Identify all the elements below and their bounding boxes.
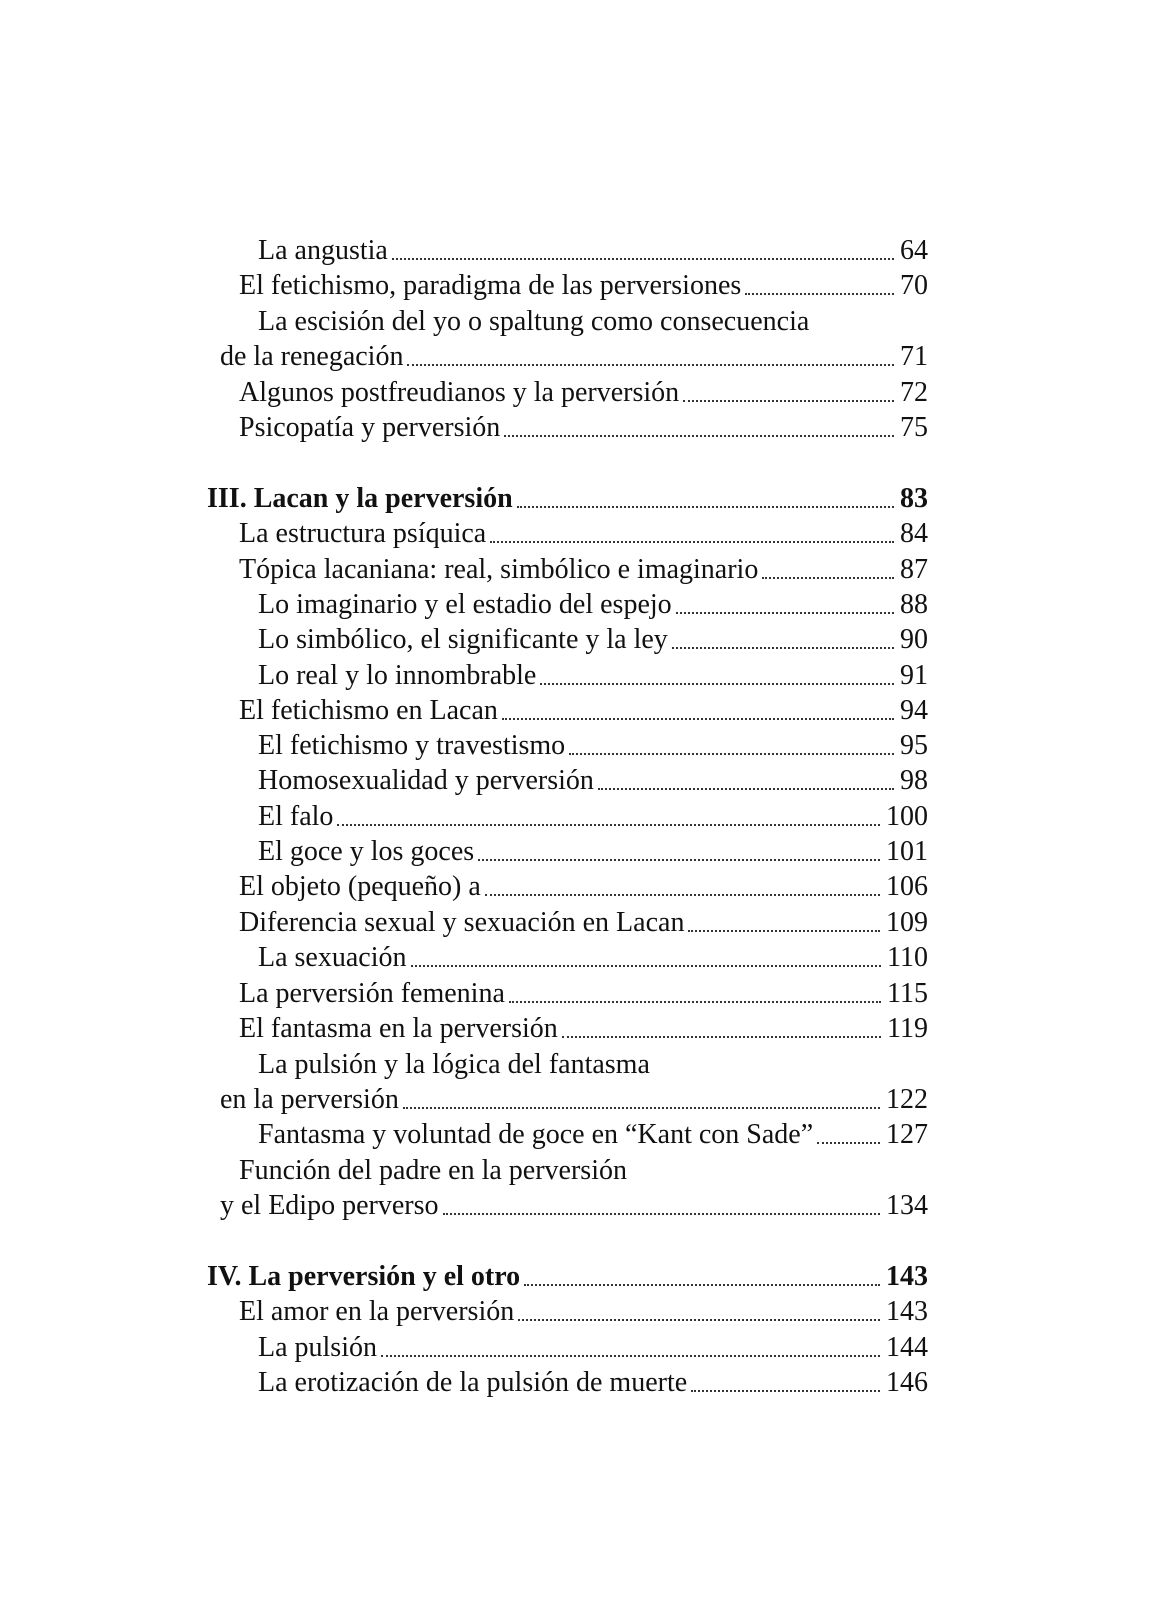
- dot-leader: [598, 788, 894, 790]
- toc-entry: [0, 1011, 1168, 1047]
- toc-entry-title: Fantasma y voluntad de goce en “Kant con Sade”: [258, 1119, 814, 1150]
- toc-entry-title: en la perversión: [220, 1084, 399, 1115]
- toc-entry-page-number: 71: [900, 341, 928, 372]
- toc-entry: [0, 304, 1168, 340]
- toc-entry-title: La pulsión: [258, 1332, 377, 1363]
- toc-entry-title: El fetichismo, paradigma de las perversiones: [239, 270, 742, 301]
- toc-entry-title: Lo real y lo innombrable: [258, 660, 537, 691]
- toc-entry-title: El fetichismo en Lacan: [239, 695, 498, 726]
- dot-leader: [672, 647, 894, 649]
- dot-leader: [443, 1213, 880, 1215]
- toc-entry-page-number: 101: [886, 836, 928, 867]
- toc-entry-page-number: 72: [900, 377, 928, 408]
- toc-entry-page-number: 70: [900, 270, 928, 301]
- dot-leader: [540, 683, 894, 685]
- toc-entry-title: Función del padre en la perversión: [239, 1155, 627, 1186]
- toc-entry-title: El falo: [258, 801, 334, 832]
- toc-entry-title: La escisión del yo o spaltung como consecuencia: [258, 306, 810, 337]
- dot-leader: [691, 1390, 880, 1392]
- toc-entry-page-number: 110: [887, 942, 928, 973]
- toc-entry: [0, 1330, 1168, 1366]
- toc-entry: [0, 693, 1168, 729]
- toc-entry: [0, 1117, 1168, 1153]
- dot-leader: [562, 1036, 881, 1038]
- toc-entry: [0, 728, 1168, 764]
- toc-entry-page-number: 100: [886, 801, 928, 832]
- toc-entry-page-number: 127: [886, 1119, 928, 1150]
- toc-entry: [0, 976, 1168, 1012]
- toc-entry: [0, 375, 1168, 411]
- toc-entry-page-number: 64: [900, 235, 928, 266]
- toc-entry-title: El goce y los goces: [258, 836, 475, 867]
- toc-entry: [0, 1082, 1168, 1118]
- toc-entry: [0, 1153, 1168, 1189]
- toc-entry: [0, 516, 1168, 552]
- dot-leader: [817, 1142, 880, 1144]
- dot-leader: [509, 1001, 881, 1003]
- toc-entry-title: La sexuación: [258, 942, 407, 973]
- toc-entry-title: Lo simbólico, el significante y la ley: [258, 624, 668, 655]
- dot-leader: [485, 894, 880, 896]
- toc-entry: [0, 622, 1168, 658]
- toc-entry: [0, 763, 1168, 799]
- toc-entry: [0, 268, 1168, 304]
- toc-entry-title: Homosexualidad y perversión: [258, 765, 594, 796]
- toc-entry-page-number: 109: [886, 907, 928, 938]
- toc-entry-title: Lo imaginario y el estadio del espejo: [258, 589, 672, 620]
- toc-entry-title: El objeto (pequeño) a: [239, 871, 481, 902]
- toc-entry-title: La estructura psíquica: [239, 518, 487, 549]
- toc-entry: [0, 905, 1168, 941]
- dot-leader: [381, 1355, 880, 1357]
- dot-leader: [502, 718, 894, 720]
- toc-entry-page-number: 146: [886, 1367, 928, 1398]
- toc-entry-title: La angustia: [258, 235, 388, 266]
- dot-leader: [478, 859, 880, 861]
- toc-entry-title: La erotización de la pulsión de muerte: [258, 1367, 688, 1398]
- toc-entry-page-number: 91: [900, 660, 928, 691]
- toc-entry-title: IV. La perversión y el otro: [207, 1261, 521, 1292]
- toc-entry-title: III. Lacan y la perversión: [207, 483, 513, 514]
- toc-chapter-entry: [0, 481, 1168, 517]
- toc-entry: [0, 1294, 1168, 1330]
- toc-entry-page-number: 115: [887, 978, 928, 1009]
- toc-entry-title: La perversión femenina: [239, 978, 505, 1009]
- toc-entry-title: Psicopatía y perversión: [239, 412, 501, 443]
- dot-leader: [407, 364, 894, 366]
- toc-entry: [0, 940, 1168, 976]
- dot-leader: [403, 1107, 880, 1109]
- toc-entry-page-number: 95: [900, 730, 928, 761]
- toc-entry-page-number: 143: [886, 1296, 928, 1327]
- toc-entry-page-number: 90: [900, 624, 928, 655]
- toc-entry: [0, 869, 1168, 905]
- toc-entry: [0, 233, 1168, 269]
- dot-leader: [337, 824, 880, 826]
- dot-leader: [688, 930, 880, 932]
- toc-entry: [0, 410, 1168, 446]
- dot-leader: [745, 293, 894, 295]
- dot-leader: [518, 1319, 880, 1321]
- dot-leader: [490, 541, 894, 543]
- toc-entry: [0, 834, 1168, 870]
- toc-entry-page-number: 94: [900, 695, 928, 726]
- toc-entry-title: de la renegación: [220, 341, 404, 372]
- toc-entry-page-number: 134: [886, 1190, 928, 1221]
- toc-entry-title: Diferencia sexual y sexuación en Lacan: [239, 907, 685, 938]
- toc-entry: [0, 1047, 1168, 1083]
- toc-chapter-entry: [0, 1259, 1168, 1295]
- toc-entry-page-number: 143: [886, 1261, 928, 1292]
- toc-entry-title: El amor en la perversión: [239, 1296, 515, 1327]
- toc-entry: [0, 1365, 1168, 1401]
- toc-entry-page-number: 144: [886, 1332, 928, 1363]
- toc-entry-title: y el Edipo perverso: [220, 1190, 439, 1221]
- toc-entry-title: El fantasma en la perversión: [239, 1013, 558, 1044]
- dot-leader: [517, 506, 894, 508]
- toc-entry: [0, 339, 1168, 375]
- toc-entry-page-number: 87: [900, 554, 928, 585]
- dot-leader: [762, 577, 894, 579]
- toc-entry-page-number: 75: [900, 412, 928, 443]
- dot-leader: [569, 753, 894, 755]
- toc-entry-page-number: 88: [900, 589, 928, 620]
- toc-entry: [0, 658, 1168, 694]
- dot-leader: [411, 965, 881, 967]
- toc-entry-title: La pulsión y la lógica del fantasma: [258, 1049, 650, 1080]
- toc-entry: [0, 1188, 1168, 1224]
- dot-leader: [524, 1284, 880, 1286]
- toc-entry-page-number: 122: [886, 1084, 928, 1115]
- toc-entry-page-number: 119: [887, 1013, 928, 1044]
- dot-leader: [504, 435, 894, 437]
- dot-leader: [676, 612, 894, 614]
- toc-entry: [0, 799, 1168, 835]
- toc-entry-page-number: 84: [900, 518, 928, 549]
- toc-entry-page-number: 106: [886, 871, 928, 902]
- toc-entry: [0, 552, 1168, 588]
- dot-leader: [392, 258, 894, 260]
- toc-entry-page-number: 98: [900, 765, 928, 796]
- toc-entry: [0, 587, 1168, 623]
- toc-entry-title: Tópica lacaniana: real, simbólico e imaginario: [239, 554, 759, 585]
- dot-leader: [683, 400, 894, 402]
- toc-entry-page-number: 83: [900, 483, 928, 514]
- toc-entry-title: Algunos postfreudianos y la perversión: [239, 377, 680, 408]
- toc-entry-title: El fetichismo y travestismo: [258, 730, 566, 761]
